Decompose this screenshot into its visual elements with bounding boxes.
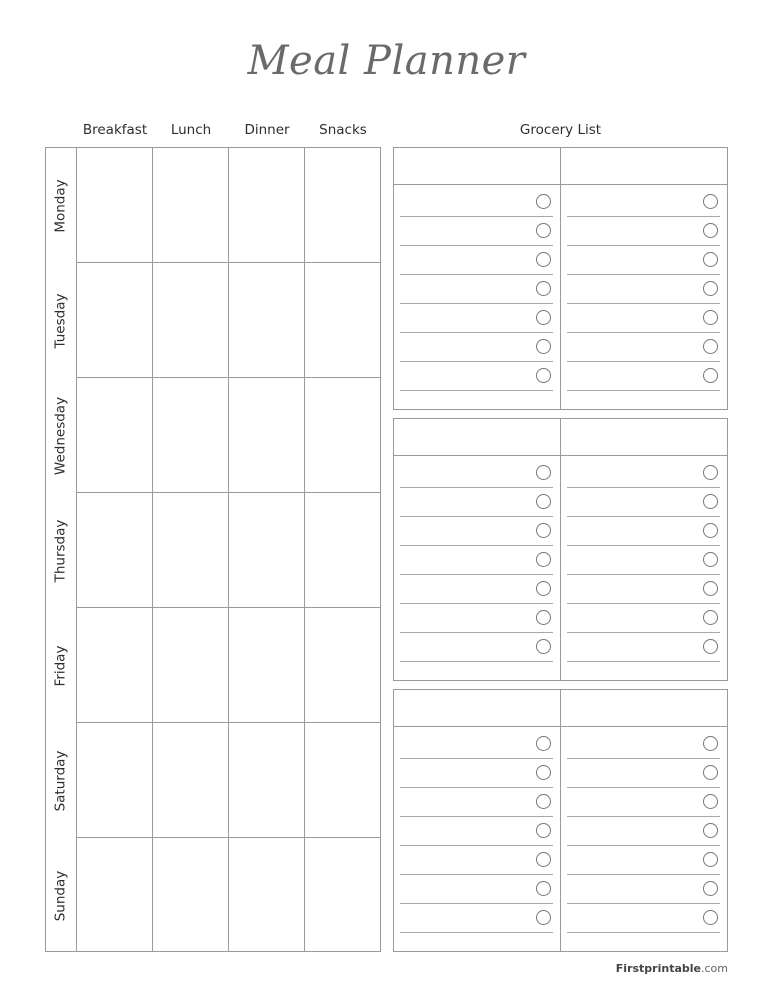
grocery-item-line[interactable] xyxy=(400,488,553,517)
grocery-item-line[interactable] xyxy=(400,362,553,391)
checkbox-circle-icon[interactable] xyxy=(703,494,718,509)
grocery-item-line[interactable] xyxy=(400,575,553,604)
meal-cell-monday-breakfast[interactable] xyxy=(77,148,152,262)
grocery-item-line[interactable] xyxy=(567,604,720,633)
meal-cell-wednesday-snacks[interactable] xyxy=(305,378,380,492)
meal-cell-sunday-snacks[interactable] xyxy=(305,838,380,952)
checkbox-circle-icon[interactable] xyxy=(536,823,551,838)
meal-cell-saturday-breakfast[interactable] xyxy=(77,723,152,837)
checkbox-circle-icon[interactable] xyxy=(536,736,551,751)
grocery-item-line[interactable] xyxy=(567,304,720,333)
column-header-lunch: Lunch xyxy=(170,122,212,138)
grocery-item-line[interactable] xyxy=(567,217,720,246)
checkbox-circle-icon[interactable] xyxy=(536,765,551,780)
checkbox-circle-icon[interactable] xyxy=(536,368,551,383)
grocery-item-line[interactable] xyxy=(400,304,553,333)
grocery-item-line[interactable] xyxy=(400,846,553,875)
meal-cell-wednesday-breakfast[interactable] xyxy=(77,378,152,492)
grocery-item-line[interactable] xyxy=(400,633,553,662)
checkbox-circle-icon[interactable] xyxy=(536,852,551,867)
checkbox-circle-icon[interactable] xyxy=(703,639,718,654)
checkbox-circle-icon[interactable] xyxy=(703,910,718,925)
grocery-item-line[interactable] xyxy=(400,188,553,217)
meal-cell-thursday-breakfast[interactable] xyxy=(77,493,152,607)
grocery-column-divider xyxy=(560,690,561,951)
grocery-block-2 xyxy=(393,418,728,681)
grocery-block-1 xyxy=(393,147,728,410)
meal-cell-sunday-lunch[interactable] xyxy=(153,838,228,952)
checkbox-circle-icon[interactable] xyxy=(703,794,718,809)
grocery-category-header[interactable] xyxy=(561,148,727,185)
grocery-item-line[interactable] xyxy=(400,875,553,904)
meal-cell-tuesday-dinner[interactable] xyxy=(229,263,304,377)
meal-cell-wednesday-lunch[interactable] xyxy=(153,378,228,492)
meal-cell-saturday-snacks[interactable] xyxy=(305,723,380,837)
grocery-item-line[interactable] xyxy=(400,759,553,788)
checkbox-circle-icon[interactable] xyxy=(703,465,718,480)
grocery-item-line[interactable] xyxy=(400,788,553,817)
checkbox-circle-icon[interactable] xyxy=(536,910,551,925)
grocery-category-header[interactable] xyxy=(394,419,560,456)
grocery-item-line[interactable] xyxy=(567,188,720,217)
footer-brand-name: Firstprintable xyxy=(615,962,701,975)
checkbox-circle-icon[interactable] xyxy=(536,581,551,596)
meal-cell-friday-lunch[interactable] xyxy=(153,608,228,722)
grocery-item-line[interactable] xyxy=(400,517,553,546)
grocery-item-line[interactable] xyxy=(400,904,553,933)
checkbox-circle-icon[interactable] xyxy=(536,194,551,209)
grocery-column-divider xyxy=(560,148,561,409)
grocery-item-line[interactable] xyxy=(567,875,720,904)
checkbox-circle-icon[interactable] xyxy=(703,581,718,596)
day-label-monday: Monday xyxy=(52,178,69,233)
checkbox-circle-icon[interactable] xyxy=(536,252,551,267)
meal-cell-monday-snacks[interactable] xyxy=(305,148,380,262)
meal-grid xyxy=(45,147,381,952)
meal-cell-friday-dinner[interactable] xyxy=(229,608,304,722)
meal-cell-tuesday-snacks[interactable] xyxy=(305,263,380,377)
checkbox-circle-icon[interactable] xyxy=(536,339,551,354)
checkbox-circle-icon[interactable] xyxy=(703,281,718,296)
checkbox-circle-icon[interactable] xyxy=(536,639,551,654)
grocery-item-line[interactable] xyxy=(400,817,553,846)
day-label-saturday: Saturday xyxy=(52,750,69,811)
checkbox-circle-icon[interactable] xyxy=(536,610,551,625)
grocery-item-line[interactable] xyxy=(567,575,720,604)
meal-cell-thursday-snacks[interactable] xyxy=(305,493,380,607)
day-label-sunday: Sunday xyxy=(52,870,69,921)
grocery-item-line[interactable] xyxy=(400,730,553,759)
grocery-item-line[interactable] xyxy=(400,333,553,362)
footer-domain: .com xyxy=(701,962,728,975)
meal-cell-saturday-dinner[interactable] xyxy=(229,723,304,837)
meal-cell-monday-lunch[interactable] xyxy=(153,148,228,262)
column-header-breakfast: Breakfast xyxy=(82,122,148,138)
grocery-item-line[interactable] xyxy=(400,246,553,275)
grocery-item-line[interactable] xyxy=(567,362,720,391)
grocery-category-header[interactable] xyxy=(561,419,727,456)
checkbox-circle-icon[interactable] xyxy=(536,310,551,325)
grocery-item-line[interactable] xyxy=(567,488,720,517)
grocery-item-line[interactable] xyxy=(567,517,720,546)
day-label-tuesday: Tuesday xyxy=(52,293,69,348)
grocery-item-line[interactable] xyxy=(567,275,720,304)
checkbox-circle-icon[interactable] xyxy=(536,223,551,238)
checkbox-circle-icon[interactable] xyxy=(536,794,551,809)
grocery-item-line[interactable] xyxy=(400,459,553,488)
grocery-item-line[interactable] xyxy=(567,333,720,362)
checkbox-circle-icon[interactable] xyxy=(703,610,718,625)
meal-cell-friday-breakfast[interactable] xyxy=(77,608,152,722)
meal-cell-saturday-lunch[interactable] xyxy=(153,723,228,837)
checkbox-circle-icon[interactable] xyxy=(703,252,718,267)
checkbox-circle-icon[interactable] xyxy=(703,823,718,838)
grocery-item-line[interactable] xyxy=(567,904,720,933)
grocery-item-line[interactable] xyxy=(400,604,553,633)
checkbox-circle-icon[interactable] xyxy=(536,494,551,509)
checkbox-circle-icon[interactable] xyxy=(703,765,718,780)
meal-cell-tuesday-lunch[interactable] xyxy=(153,263,228,377)
checkbox-circle-icon[interactable] xyxy=(703,881,718,896)
grocery-item-line[interactable] xyxy=(567,759,720,788)
meal-cell-monday-dinner[interactable] xyxy=(229,148,304,262)
grocery-category-header[interactable] xyxy=(394,690,560,727)
checkbox-circle-icon[interactable] xyxy=(703,368,718,383)
grocery-item-line[interactable] xyxy=(567,817,720,846)
checkbox-circle-icon[interactable] xyxy=(536,881,551,896)
page-title: Meal Planner xyxy=(247,38,526,84)
checkbox-circle-icon[interactable] xyxy=(536,552,551,567)
grocery-category-header[interactable] xyxy=(394,148,560,185)
grocery-item-line[interactable] xyxy=(567,459,720,488)
grocery-item-line[interactable] xyxy=(567,730,720,759)
meal-cell-thursday-lunch[interactable] xyxy=(153,493,228,607)
checkbox-circle-icon[interactable] xyxy=(536,281,551,296)
footer-brand xyxy=(616,962,728,975)
day-label-thursday: Thursday xyxy=(52,519,69,582)
checkbox-circle-icon[interactable] xyxy=(536,523,551,538)
checkbox-circle-icon[interactable] xyxy=(703,523,718,538)
checkbox-circle-icon[interactable] xyxy=(703,852,718,867)
grocery-block-3 xyxy=(393,689,728,952)
day-label-friday: Friday xyxy=(52,645,69,686)
meal-cell-tuesday-breakfast[interactable] xyxy=(77,263,152,377)
checkbox-circle-icon[interactable] xyxy=(703,223,718,238)
meal-cell-thursday-dinner[interactable] xyxy=(229,493,304,607)
meal-cell-sunday-dinner[interactable] xyxy=(229,838,304,952)
meal-cell-wednesday-dinner[interactable] xyxy=(229,378,304,492)
day-label-wednesday: Wednesday xyxy=(52,396,69,475)
checkbox-circle-icon[interactable] xyxy=(703,310,718,325)
grocery-list-heading: Grocery List xyxy=(519,122,602,138)
grocery-item-line[interactable] xyxy=(567,788,720,817)
column-header-snacks: Snacks xyxy=(319,122,367,138)
checkbox-circle-icon[interactable] xyxy=(536,465,551,480)
grocery-item-line[interactable] xyxy=(400,275,553,304)
grocery-item-line[interactable] xyxy=(567,846,720,875)
grocery-column-divider xyxy=(560,419,561,680)
grocery-item-line[interactable] xyxy=(567,546,720,575)
column-header-dinner: Dinner xyxy=(244,122,290,138)
checkbox-circle-icon[interactable] xyxy=(703,736,718,751)
meal-cell-friday-snacks[interactable] xyxy=(305,608,380,722)
grocery-category-header[interactable] xyxy=(561,690,727,727)
checkbox-circle-icon[interactable] xyxy=(703,552,718,567)
grocery-item-line[interactable] xyxy=(400,546,553,575)
meal-cell-sunday-breakfast[interactable] xyxy=(77,838,152,952)
grocery-item-line[interactable] xyxy=(400,217,553,246)
checkbox-circle-icon[interactable] xyxy=(703,339,718,354)
checkbox-circle-icon[interactable] xyxy=(703,194,718,209)
grocery-item-line[interactable] xyxy=(567,246,720,275)
grocery-item-line[interactable] xyxy=(567,633,720,662)
